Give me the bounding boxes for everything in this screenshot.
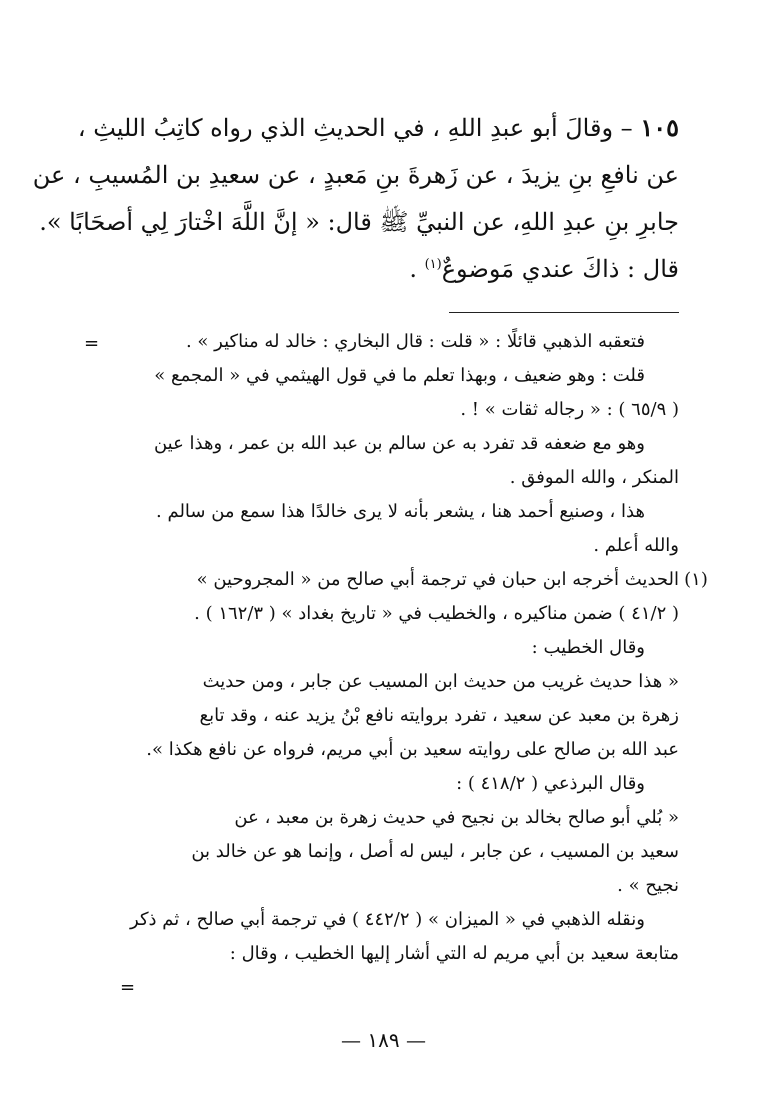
note-line: وقال البرذعي ( ٤١٨/٢ ) : <box>456 773 645 794</box>
continuation-mark-bottom: = <box>120 977 136 998</box>
note-line: وهو مع ضعفه قد تفرد به عن سالم بن عبد الله بن عمر ، وهذا عين <box>153 433 645 454</box>
note-line: ( ٦٥/٩ ) : « رجاله ثقات » ! . <box>460 399 679 420</box>
note-line: فتعقبه الذهبي قائلًا : « قلت : قال البخاري : خالد له مناكير » . <box>185 331 645 352</box>
note-line: ( ٤١/٢ ) ضمن مناكيره ، والخطيب في « تاريخ بغداد » ( ١٦٢/٣ ) . <box>194 603 679 624</box>
note-line: المنكر ، والله الموفق . <box>509 467 679 488</box>
note-line: نجيح » . <box>617 875 679 896</box>
note-line: والله أعلم . <box>593 535 679 556</box>
note-line: متابعة سعيد بن أبي مريم له التي أشار إليها الخطيب ، وقال : <box>229 943 679 964</box>
note-line: وقال الخطيب : <box>531 637 645 658</box>
note-line: « هذا حديث غريب من حديث ابن المسيب عن جابر ، ومن حديث <box>202 671 679 692</box>
hadith-line-3: جابرِ بنِ عبدِ اللهِ، عن النبيِّ ﷺ قال: « إنَّ اللَّهَ اخْتارَ لِي أصحَابًا ». <box>39 208 679 236</box>
footnote-reference: (١) <box>424 257 442 272</box>
footnotes <box>87 325 708 971</box>
hadith-line-1: ١٠٥ – وقالَ أبو عبدِ اللهِ ، في الحديثِ الذي رواه كاتِبُ الليثِ ، <box>77 113 679 142</box>
hadith-line-2: عن نافعِ بنِ يزيدَ ، عن زَهرةَ بنِ مَعبدٍ ، عن سعيدِ بن المُسيبِ ، عن <box>32 161 679 189</box>
hadith-line-4: قال : ذاكَ عندي مَوضوعٌ$^{(١)}$ . <box>409 255 679 283</box>
note-line: سعيد بن المسيب ، عن جابر ، ليس له أصل ، وإنما هو عن خالد بن <box>191 841 679 862</box>
note-line: هذا ، وصنيع أحمد هنا ، يشعر بأنه لا يرى خالدًا هذا سمع من سالم . <box>156 501 645 522</box>
note-line: عبد الله بن صالح على روايته سعيد بن أبي مريم، فرواه عن نافع هكذا ». <box>146 739 679 760</box>
footnote-marker: (١) <box>684 569 708 590</box>
footnote-separator <box>449 312 679 313</box>
page-number: — ١٨٩ — <box>341 1028 426 1052</box>
continuation-mark-top: = <box>84 333 100 354</box>
note-line: زهرة بن معبد عن سعيد ، تفرد بروايته نافع بْنُ يزيد عنه ، وقد تابع <box>199 705 679 726</box>
note-line: قلت : وهو ضعيف ، وبهذا تعلم ما في قول الهيثمي في « المجمع » <box>154 365 645 386</box>
hadith-number: ١٠٥ <box>640 113 679 142</box>
note-line: « بُلي أبو صالح بخالد بن نجيح في حديث زهرة بن معبد ، عن <box>234 807 679 828</box>
note-line: ونقله الذهبي في « الميزان » ( ٤٤٢/٢ ) في ترجمة أبي صالح ، ثم ذكر <box>130 909 645 930</box>
hadith-text <box>32 104 679 293</box>
footnote-1-line: (١) الحديث أخرجه ابن حبان في ترجمة أبي صالح من « المجروحين » <box>87 563 679 597</box>
